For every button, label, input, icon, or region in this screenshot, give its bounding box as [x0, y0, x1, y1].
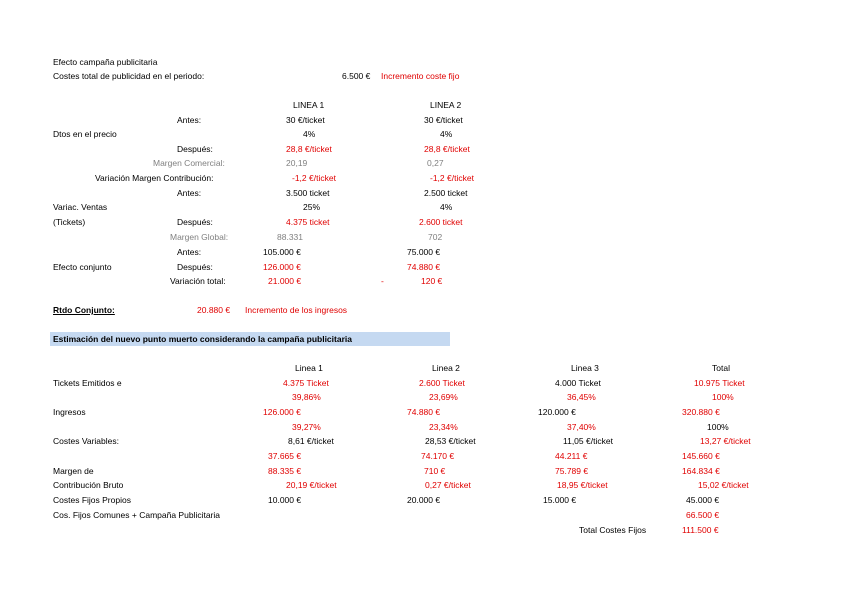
var-total-label: Variación total: — [170, 276, 226, 286]
tickets-label: (Tickets) — [53, 217, 86, 227]
tickets-after-l1: 4.375 ticket — [286, 217, 330, 227]
costes-fijos-comunes-label: Cos. Fijos Comunes + Campaña Publicitaria — [53, 510, 221, 520]
contrib-total: 15,02 €/ticket — [698, 480, 749, 490]
contrib-l2: 0,27 €/ticket — [425, 480, 471, 490]
margen-global-label: Margen Global: — [170, 232, 229, 242]
s2-col-linea3: Linea 3 — [571, 363, 599, 373]
tickets-before-l2: 2.500 ticket — [424, 188, 468, 198]
rtdo-conjunto-label: Rtdo Conjunto: — [53, 305, 115, 315]
margen-global-l1: 88.331 — [277, 232, 303, 242]
dtos-label: Dtos en el precio — [53, 129, 117, 139]
costes-variables-label: Costes Variables: — [53, 436, 119, 446]
ingresos-l1: 126.000 € — [263, 407, 301, 417]
ingresos-pct-total: 100% — [707, 422, 729, 432]
ad-cost-label: Costes total de publicidad en el periodo: — [53, 71, 205, 81]
rtdo-conjunto-note: Incremento de los ingresos — [245, 305, 348, 315]
var-ventas-label: Variac. Ventas — [53, 202, 108, 212]
ec-before-l1: 105.000 € — [263, 247, 301, 257]
ec-before-l2: 75.000 € — [407, 247, 441, 257]
cv-total-l3: 44.211 € — [555, 451, 588, 461]
ad-cost-value: 6.500 € — [342, 71, 371, 81]
var-total-dash: - — [381, 276, 384, 286]
margen-l2: 710 € — [424, 466, 446, 476]
despues-label: Después: — [177, 144, 213, 154]
var-margen-label: Variación Margen Contribución: — [95, 173, 214, 183]
section1-title: Efecto campaña publicitaria — [53, 57, 158, 67]
dtos-l1: 4% — [303, 129, 316, 139]
despues-label-2: Después: — [177, 217, 213, 227]
margen-l3: 75.789 € — [555, 466, 589, 476]
margen-l1: 88.335 € — [268, 466, 302, 476]
price-before-l2: 30 €/ticket — [424, 115, 463, 125]
dtos-l2: 4% — [440, 129, 453, 139]
var-total-l2: 120 € — [421, 276, 443, 286]
tickets-pct-total: 100% — [712, 392, 734, 402]
ec-after-l1: 126.000 € — [263, 262, 301, 272]
var-ventas-l2: 4% — [440, 202, 453, 212]
cfp-l2: 20.000 € — [407, 495, 441, 505]
col-linea2-header: LINEA 2 — [430, 100, 462, 110]
cv-total-total: 145.660 € — [682, 451, 720, 461]
tickets-before-l1: 3.500 ticket — [286, 188, 330, 198]
efecto-conjunto-label: Efecto conjunto — [53, 262, 112, 272]
section2-title: Estimación del nuevo punto muerto considerando la campaña publicitaria — [53, 334, 352, 344]
total-costes-fijos-label: Total Costes Fijos — [579, 525, 647, 535]
s2-col-total: Total — [712, 363, 730, 373]
price-after-l2: 28,8 €/ticket — [424, 144, 470, 154]
contrib-l1: 20,19 €/ticket — [286, 480, 337, 490]
costes-fijos-propios-label: Costes Fijos Propios — [53, 495, 131, 505]
despues-label-3: Después: — [177, 262, 213, 272]
tickets-pct-l2: 23,69% — [429, 392, 458, 402]
ingresos-total: 320.880 € — [682, 407, 720, 417]
contrib-l3: 18,95 €/ticket — [557, 480, 608, 490]
cfc-total: 66.500 € — [686, 510, 720, 520]
var-margen-l1: -1,2 €/ticket — [292, 173, 336, 183]
margen-comercial-label: Margen Comercial: — [153, 158, 225, 168]
tickets-l2: 2.600 Ticket — [419, 378, 465, 388]
price-after-l1: 28,8 €/ticket — [286, 144, 332, 154]
tickets-emitidos-label: Tickets Emitidos e — [53, 378, 122, 388]
var-ventas-l1: 25% — [303, 202, 321, 212]
tickets-pct-l1: 39,86% — [292, 392, 321, 402]
ec-after-l2: 74.880 € — [407, 262, 441, 272]
rtdo-conjunto-value: 20.880 € — [197, 305, 231, 315]
cv-total-l2: 74.170 € — [421, 451, 455, 461]
cfp-total: 45.000 € — [686, 495, 720, 505]
cfp-l1: 10.000 € — [268, 495, 302, 505]
margen-total: 164.834 € — [682, 466, 720, 476]
tickets-after-l2: 2.600 ticket — [419, 217, 463, 227]
cv-total-l1: 37.665 € — [268, 451, 302, 461]
margen-de-label: Margen de — [53, 466, 94, 476]
s2-col-linea1: Linea 1 — [295, 363, 323, 373]
cv-unit-l2: 28,53 €/ticket — [425, 436, 476, 446]
margen-global-l2: 702 — [428, 232, 443, 242]
cfp-l3: 15.000 € — [543, 495, 577, 505]
s2-col-linea2: Linea 2 — [432, 363, 460, 373]
ingresos-l2: 74.880 € — [407, 407, 441, 417]
antes-label: Antes: — [177, 115, 202, 125]
ingresos-pct-l2: 23,34% — [429, 422, 458, 432]
antes-label-3: Antes: — [177, 247, 202, 257]
total-costes-fijos-value: 111.500 € — [682, 525, 719, 535]
contribucion-bruto-label: Contribución Bruto — [53, 480, 124, 490]
tickets-l3: 4.000 Ticket — [555, 378, 601, 388]
margen-comercial-l1: 20,19 — [286, 158, 308, 168]
cv-unit-l1: 8,61 €/ticket — [288, 436, 334, 446]
ad-cost-note: Incremento coste fijo — [381, 71, 460, 81]
ingresos-pct-l3: 37,40% — [567, 422, 596, 432]
tickets-l1: 4.375 Ticket — [283, 378, 329, 388]
ingresos-l3: 120.000 € — [538, 407, 576, 417]
col-linea1-header: LINEA 1 — [293, 100, 325, 110]
price-before-l1: 30 €/ticket — [286, 115, 325, 125]
var-total-l1: 21.000 € — [268, 276, 302, 286]
tickets-pct-l3: 36,45% — [567, 392, 596, 402]
ingresos-label: Ingresos — [53, 407, 86, 417]
cv-unit-total: 13,27 €/ticket — [700, 436, 751, 446]
margen-comercial-l2: 0,27 — [427, 158, 444, 168]
ingresos-pct-l1: 39,27% — [292, 422, 321, 432]
var-margen-l2: -1,2 €/ticket — [430, 173, 474, 183]
cv-unit-l3: 11,05 €/ticket — [563, 436, 613, 446]
antes-label-2: Antes: — [177, 188, 202, 198]
tickets-total: 10.975 Ticket — [694, 378, 745, 388]
